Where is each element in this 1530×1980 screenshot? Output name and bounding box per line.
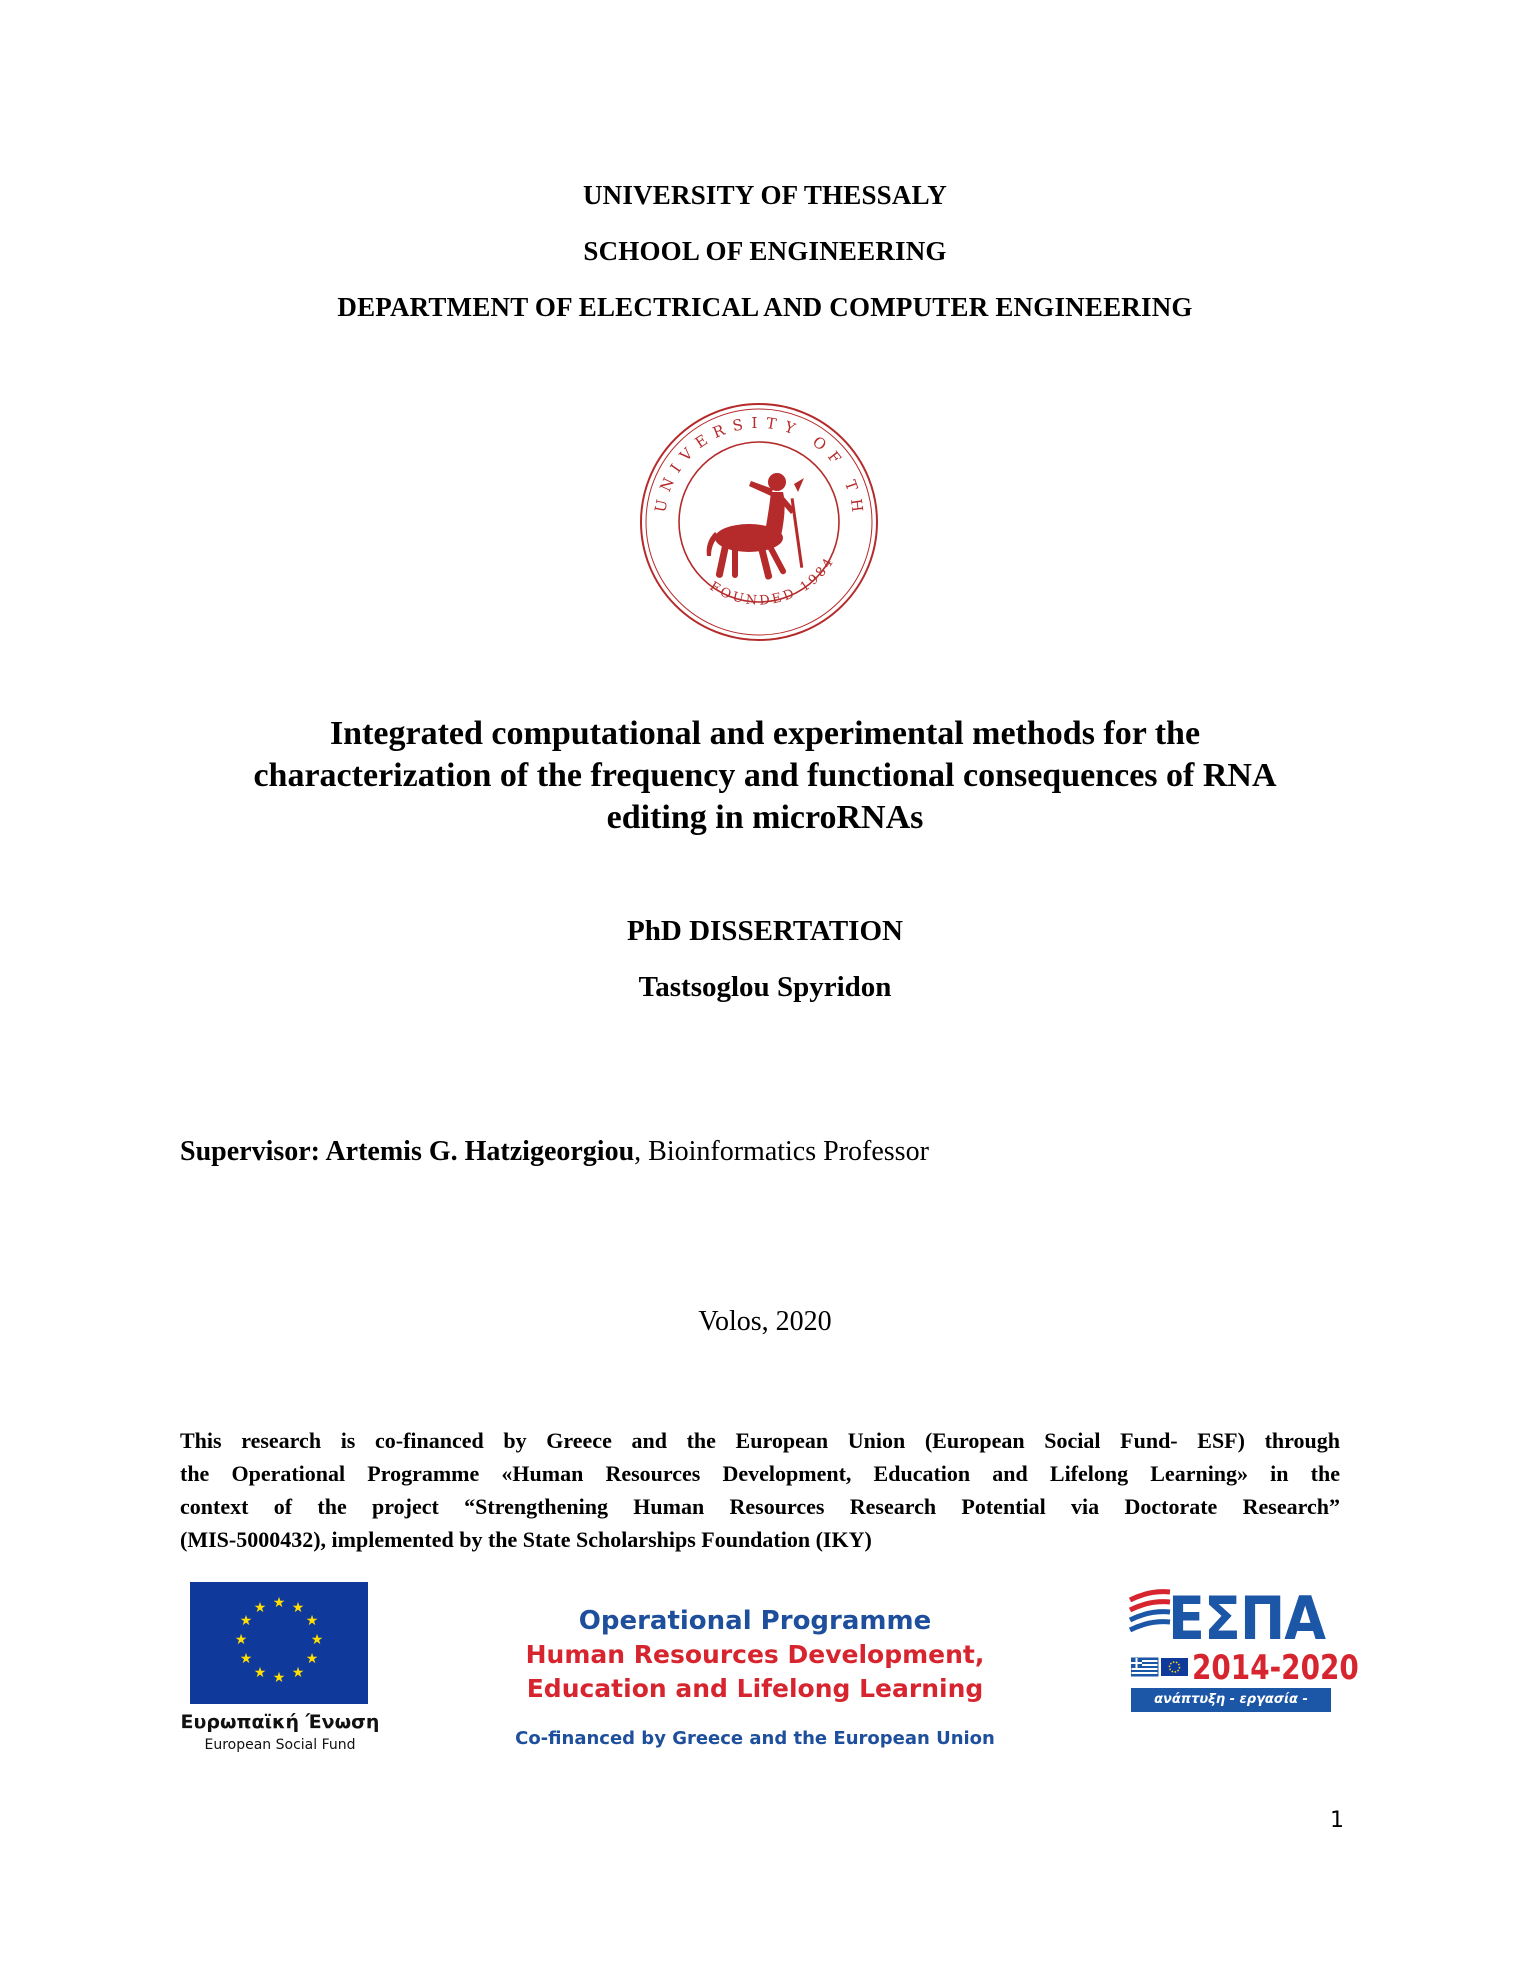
svg-text:★: ★ <box>239 1613 253 1629</box>
op-line-3: Education and Lifelong Learning <box>526 1674 984 1703</box>
supervisor-role: , Bioinformatics Professor <box>634 1136 929 1167</box>
eu-flag-logo <box>190 1582 368 1704</box>
eu-stars-icon <box>190 1582 368 1704</box>
op-title: Operational Programme <box>578 1606 932 1636</box>
funding-line-4: (MIS-5000432), implemented by the State Scholarships Foundation (IKY) <box>180 1527 872 1552</box>
supervisor-name: Supervisor: Artemis G. Hatzigeorgiou <box>180 1136 635 1167</box>
svg-text:★: ★ <box>272 1670 286 1686</box>
espa-waves-icon <box>1128 1588 1172 1638</box>
funding-line-3: context of the project “Strengthening Human Resources Research Potential via Doctorate Research” <box>180 1494 1340 1519</box>
op-line-2: Human Resources Development, <box>525 1640 985 1669</box>
funding-line-1: This research is co-financed by Greece and the European Union (European Social Fund- ESF) through <box>180 1428 1340 1453</box>
svg-text:★: ★ <box>234 1632 248 1648</box>
centaur-seal-icon <box>637 400 881 644</box>
espa-tagline: ανάπτυξη - εργασία - αλληλεγγύη <box>1131 1688 1331 1712</box>
svg-text:★: ★ <box>305 1651 319 1667</box>
svg-text:★: ★ <box>253 1665 267 1681</box>
svg-text:★: ★ <box>310 1632 324 1648</box>
title-line-3: editing in microRNAs <box>606 799 924 836</box>
svg-text:★: ★ <box>291 1600 305 1616</box>
department-name: DEPARTMENT OF ELECTRICAL AND COMPUTER ENGINEERING <box>337 292 1193 322</box>
eu-title: Ευρωπαϊκή Ένωση <box>180 1711 380 1733</box>
title-line-1: Integrated computational and experimental methods for the <box>329 715 1201 752</box>
svg-text:UNIVERSITY OF THESSALY: UNIVERSITY OF TH <box>651 413 868 521</box>
svg-text:★: ★ <box>291 1665 305 1681</box>
espa-word: ΕΣΠΑ <box>1168 1584 1326 1654</box>
svg-text:★: ★ <box>272 1595 286 1611</box>
eu-subtitle: European Social Fund <box>204 1737 356 1753</box>
university-name: UNIVERSITY OF THESSALY <box>582 180 948 210</box>
greek-eu-flags-icon <box>1131 1656 1189 1678</box>
dissertation-type: PhD DISSERTATION <box>627 915 903 947</box>
svg-text:★: ★ <box>305 1613 319 1629</box>
school-name: SCHOOL OF ENGINEERING <box>583 236 947 266</box>
page-number: 1 <box>1330 1808 1344 1833</box>
funding-statement <box>180 1424 1340 1556</box>
university-seal-logo <box>637 400 881 644</box>
title-line-2: characterization of the frequency and functional consequences of RNA <box>253 757 1277 794</box>
supervisor-line <box>180 1136 929 1168</box>
espa-years: 2014-2020 <box>1192 1648 1359 1688</box>
op-cofinanced: Co-financed by Greece and the European Union <box>515 1728 995 1749</box>
svg-text:★: ★ <box>239 1651 253 1667</box>
svg-text:★: ★ <box>253 1600 267 1616</box>
svg-text:FOUNDED 1984: FOUNDED 1984 <box>706 553 839 609</box>
place-date: Volos, 2020 <box>698 1306 832 1337</box>
dissertation-title <box>0 713 1530 839</box>
author-name: Tastsoglou Spyridon <box>638 971 892 1003</box>
funding-line-2: the Operational Programme «Human Resources Development, Education and Lifelong Learning» in the <box>180 1461 1340 1486</box>
